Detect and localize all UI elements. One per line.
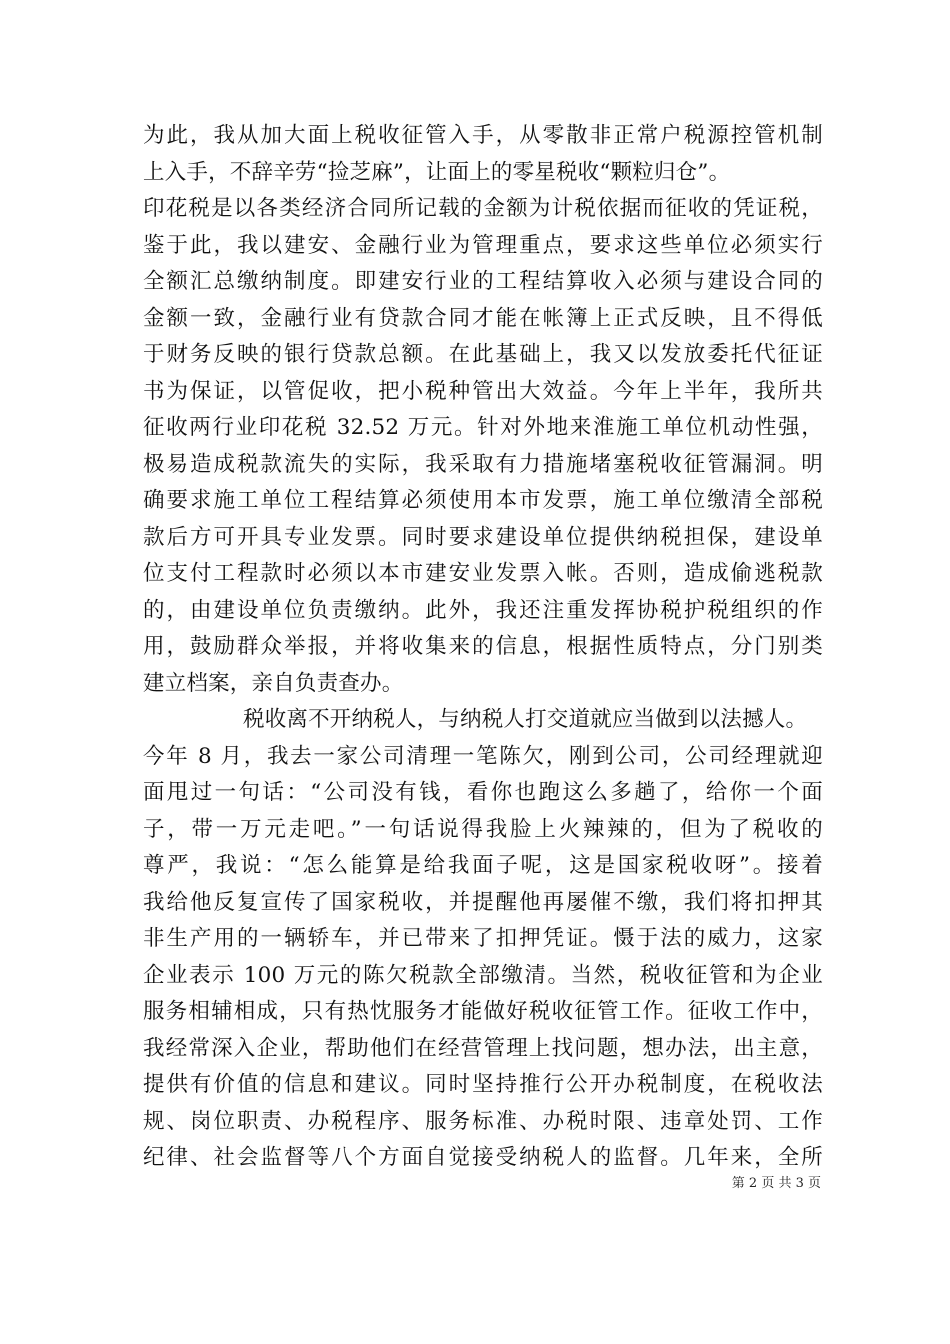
- text-line: 规、岗位职责、办税程序、服务标准、办税时限、违章处罚、工作: [143, 1108, 823, 1134]
- text-line: 为此，我从加大面上税收征管入手，从零散非正常户税源控管机制: [143, 123, 823, 148]
- text-line: 书为保证，以管促收，把小税种管出大效益。今年上半年，我所共: [143, 378, 823, 404]
- text-line: 征收两行业印花税 32.52 万元。针对外地来淮施工单位机动性强，: [143, 415, 823, 440]
- text-line: 纪律、社会监督等八个方面自觉接受纳税人的监督。几年来，全所: [143, 1145, 823, 1170]
- text-line: 企业表示 100 万元的陈欠税款全部缴清。当然，税收征管和为企业: [143, 962, 823, 988]
- text-line: 面甩过一句话：“公司没有钱，看你也跑这么多趟了，给你一个面: [143, 780, 823, 805]
- text-line: 确要求施工单位工程结算必须使用本市发票，施工单位缴清全部税: [143, 488, 823, 513]
- text-line: 非生产用的一辆轿车，并已带来了扣押凭证。慑于法的威力，这家: [143, 926, 823, 951]
- page-number-footer: 第 2 页 共 3 页: [731, 1176, 821, 1191]
- text-line: 建立档案，亲自负责查办。: [143, 670, 404, 696]
- text-line: 用，鼓励群众举报，并将收集来的信息，根据性质特点，分门别类: [143, 634, 823, 659]
- text-line: 于财务反映的银行贷款总额。在此基础上，我又以发放委托代征证: [143, 342, 823, 367]
- text-line: 鉴于此，我以建安、金融行业为管理重点，要求这些单位必须实行: [143, 232, 823, 258]
- text-line: 我经常深入企业，帮助他们在经营管理上找问题，想办法，出主意，: [143, 1035, 823, 1061]
- body-text: [143, 118, 823, 1177]
- text-line: 位支付工程款时必须以本市建安业发票入帐。否则，造成偷逃税款: [143, 561, 823, 586]
- text-line: 上入手，不辞辛劳“捡芝麻”，让面上的零星税收“颗粒归仓”。: [143, 159, 731, 185]
- text-line: 款后方可开具专业发票。同时要求建设单位提供纳税担保，建设单: [143, 524, 823, 550]
- text-line: 子，带一万元走吧。”一句话说得我脸上火辣辣的，但为了税收的: [143, 816, 823, 842]
- text-line: 全额汇总缴纳制度。即建安行业的工程结算收入必须与建设合同的: [143, 269, 823, 294]
- paragraph-start-line: 税收离不开纳税人，与纳税人打交道就应当做到以法撼人。: [243, 707, 808, 732]
- text-line: 服务相辅相成，只有热忱服务才能做好税收征管工作。征收工作中，: [143, 999, 823, 1024]
- text-line: 的，由建设单位负责缴纳。此外，我还注重发挥协税护税组织的作: [143, 597, 823, 623]
- text-line: 金额一致，金融行业有贷款合同才能在帐簿上正式反映，且不得低: [143, 305, 823, 331]
- text-line: 尊严，我说：“怎么能算是给我面子呢，这是国家税收呀”。接着: [143, 853, 823, 878]
- text-line: 提供有价值的信息和建议。同时坚持推行公开办税制度，在税收法: [143, 1072, 823, 1097]
- text-line: 印花税是以各类经济合同所记载的金额为计税依据而征收的凭证税，: [143, 196, 823, 221]
- text-line: 我给他反复宣传了国家税收，并提醒他再屡催不缴，我们将扣押其: [143, 889, 823, 915]
- text-line: 极易造成税款流失的实际，我采取有力措施堵塞税收征管漏洞。明: [143, 451, 823, 477]
- text-line: 今年 8 月，我去一家公司清理一笔陈欠，刚到公司，公司经理就迎: [143, 743, 823, 769]
